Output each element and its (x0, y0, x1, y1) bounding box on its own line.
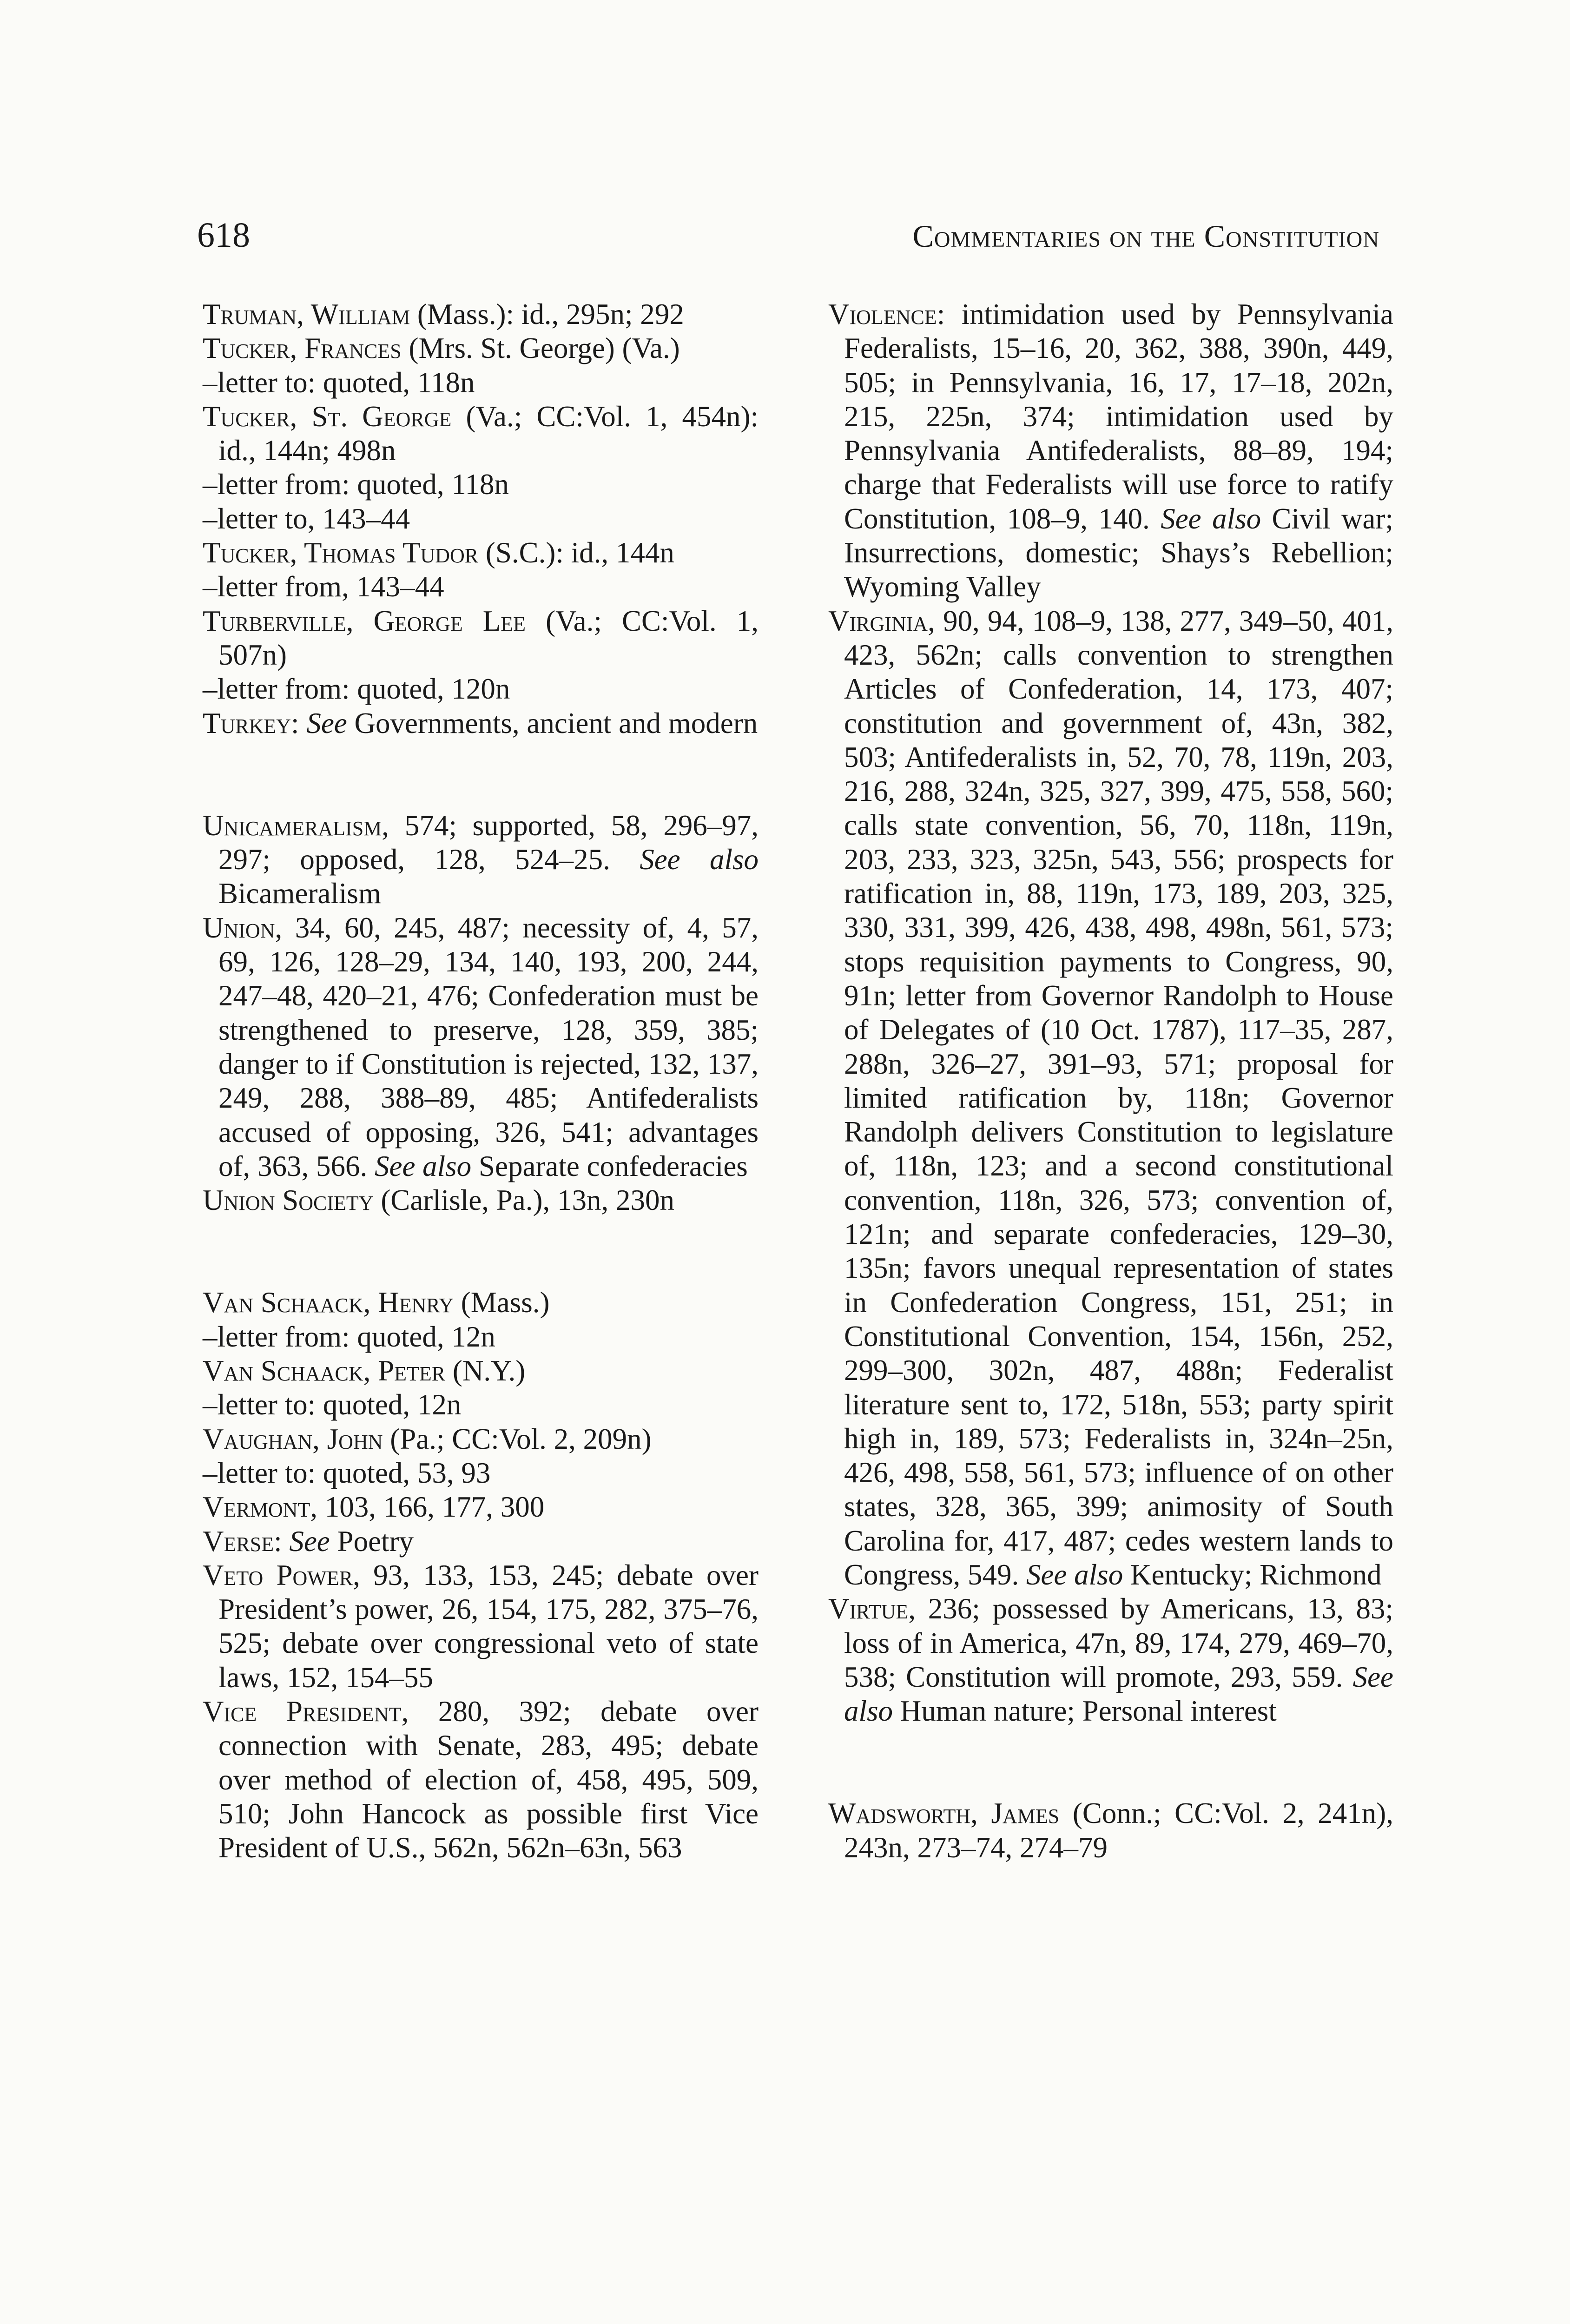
headword: Truman, William (203, 298, 410, 330)
index-entry (203, 1525, 759, 1558)
index-column-right (828, 297, 1393, 1865)
entry-text: Human nature; Personal interest (893, 1695, 1277, 1728)
see-reference: See also (374, 1149, 472, 1182)
entry-text: Civil war; Insurrections, domestic; Shays’s Rebellion; Wyoming Valley (844, 502, 1393, 603)
headword: Van Schaack, Henry (203, 1286, 454, 1319)
entry-text: (Carlisle, Pa.), 13n, 230n (373, 1184, 674, 1217)
entry-text: : intimidation used by Pennsylvania Federalists, 15–16, 20, 362, 388, 390n, 449, 505; in Pennsylvania, 16, 17, 17–18, 202n, 215, 225n, 374; intimidation used by Pennsylvania Antifederalists, 88–89, 194; charge that Federalists will use force to ratify Constitution, 108–9, 140. (844, 298, 1393, 535)
index-entry (203, 809, 759, 911)
entry-text: Kentucky; Richmond (1123, 1558, 1382, 1591)
entry-text: (N.Y.) (445, 1354, 526, 1387)
index-subentry: –letter to: quoted, 118n (203, 366, 475, 399)
entry-text: : (274, 1525, 290, 1558)
see-reference: See also (844, 1660, 1393, 1728)
entry-text: (S.C.): id., 144n (478, 536, 674, 569)
entry-text: , 34, 60, 245, 487; necessity of, 4, 57, 69, 126, 128–29, 134, 140, 193, 200, 244, 247–48, 420–21, 476; Confederation must be strengthened to preserve, 128, 359, 385; danger to if Constitution is rejected, 132, 137, 249, 288, 388–89, 485; Antifederalists accused of opposing, 326, 541; advantages of, 363, 566. (218, 911, 759, 1182)
index-entry (828, 604, 1393, 1592)
headword: Van Schaack, Peter (203, 1354, 446, 1387)
index-entry (828, 1796, 1393, 1865)
entry-text: , 236; possessed by Americans, 13, 83; loss of in America, 47n, 89, 174, 279, 469–70, 538; Constitution will promote, 293, 559. (844, 1592, 1393, 1693)
entry-text: Governments, ancient and modern (347, 706, 758, 739)
index-entry (828, 297, 1393, 604)
entry-text: , 574; supported, 58, 296–97, 297; opposed, 128, 524–25. (218, 809, 759, 876)
entry-text: , 93, 133, 153, 245; debate over President’s power, 26, 154, 175, 282, 375–76, 525; debate over congressional veto of state laws, 152, 154–55 (218, 1558, 759, 1694)
headword: Turkey (203, 706, 291, 739)
letter-section-gap (203, 1217, 759, 1286)
index-entry (203, 1490, 759, 1524)
headword: Union Society (203, 1184, 374, 1217)
index-entry (203, 706, 759, 740)
entry-text: , 280, 392; debate over connection with Senate, 283, 495; debate over method of election of, 458, 495, 509, 510; John Hancock as possible first Vice President of U.S., 562n, 562n–63n, 563 (218, 1695, 759, 1864)
headword: Virtue (828, 1592, 909, 1625)
entry-text: (Va.; CC:Vol. 1, 454n): id., 144n; 498n (218, 400, 759, 467)
entry-text: Bicameralism (218, 877, 381, 910)
headword: Vice President (203, 1695, 402, 1728)
headword: Turberville, George Lee (203, 604, 526, 637)
entry-text: (Mrs. St. George) (Va.) (401, 332, 680, 365)
see-reference: See also (640, 843, 759, 876)
see-reference: See (306, 706, 347, 739)
index-column-left (203, 297, 759, 1865)
headword: Unicameralism (203, 809, 382, 842)
entry-text: (Va.; CC:Vol. 1, 507n) (218, 604, 759, 671)
entry-text: (Pa.; CC:Vol. 2, 209n) (383, 1422, 652, 1455)
index-entry (203, 1354, 759, 1388)
entry-text: Poetry (330, 1525, 414, 1558)
letter-section-gap (203, 740, 759, 809)
headword: Tucker, Thomas Tudor (203, 536, 479, 569)
index-subentry: –letter to: quoted, 12n (203, 1388, 462, 1421)
see-reference: See (289, 1525, 330, 1558)
index-subentry: –letter to: quoted, 53, 93 (203, 1456, 491, 1489)
index-entry (203, 1183, 759, 1217)
see-reference: See also (1026, 1558, 1123, 1591)
index-entry (203, 911, 759, 1183)
headword: Violence (828, 298, 937, 330)
index-entry (203, 331, 759, 365)
headword: Union (203, 911, 275, 944)
headword: Wadsworth, James (828, 1797, 1060, 1830)
headword: Vermont (203, 1491, 310, 1524)
entry-text: , 90, 94, 108–9, 138, 277, 349–50, 401, 423, 562n; calls convention to strengthen Articles of Confederation, 14, 173, 407; constitution and government of, 43n, 382, 503; Antifederalists in, 52, 70, 78, 119n, 203, 216, 288, 324n, 325, 327, 399, 475, 558, 560; calls state convention, 56, 70, 118n, 119n, 203, 233, 323, 325n, 543, 556; prospects for ratification in, 88, 119n, 173, 189, 203, 325, 330, 331, 399, 426, 438, 498, 498n, 561, 573; stops requisition payments to Congress, 90, 91n; letter from Governor Randolph to House of Delegates of (10 Oct. 1787), 117–35, 287, 288n, 326–27, 391–93, 571; proposal for limited ratification by, 118n; Governor Randolph delivers Constitution to legislature of, 118n, 123; and a second constitutional convention, 118n, 326, 573; convention of, 121n; and separate confederacies, 129–30, 135n; favors unequal representation of states in Confederation Congress, 151, 251; in Constitutional Convention, 154, 156n, 252, 299–300, 302n, 487, 488n; Federalist literature sent to, 172, 518n, 553; party spirit high in, 189, 573; Federalists in, 324n–25n, 426, 498, 558, 561, 573; influence of on other states, 328, 365, 399; animosity of South Carolina for, 417, 487; cedes western lands to Congress, 549. (844, 604, 1393, 1591)
index-entry (203, 400, 759, 468)
headword: Virginia (828, 604, 928, 637)
index-entry (203, 1695, 759, 1865)
page-number: 618 (197, 216, 250, 255)
entry-text: (Conn.; CC:Vol. 2, 241n), 243n, 273–74, 274–79 (844, 1797, 1393, 1864)
headword: Verse (203, 1525, 274, 1558)
index-entry (203, 1422, 759, 1456)
index-entry (203, 536, 759, 570)
headword: Veto Power (203, 1558, 353, 1591)
entry-text: (Mass.) (453, 1286, 550, 1319)
entry-text: , 103, 166, 177, 300 (310, 1491, 545, 1524)
index-entry (203, 604, 759, 673)
running-head: Commentaries on the Constitution (912, 218, 1379, 254)
index-subentry: –letter from: quoted, 120n (203, 673, 510, 706)
entry-text: Separate confederacies (471, 1149, 748, 1182)
index-subentry: –letter from: quoted, 12n (203, 1320, 495, 1353)
headword: Tucker, Frances (203, 332, 402, 365)
index-subentry: –letter from: quoted, 118n (203, 468, 509, 501)
entry-text: : (291, 706, 307, 739)
headword: Tucker, St. George (203, 400, 452, 433)
letter-section-gap (828, 1728, 1393, 1796)
see-reference: See also (1161, 502, 1261, 535)
index-entry (203, 297, 759, 331)
index-subentry: –letter to, 143–44 (203, 502, 410, 535)
index-subentry: –letter from, 143–44 (203, 570, 444, 603)
headword: Vaughan, John (203, 1422, 383, 1455)
entry-text: (Mass.): id., 295n; 292 (410, 298, 684, 330)
index-entry (203, 1286, 759, 1320)
index-entry (828, 1592, 1393, 1728)
index-entry (203, 1558, 759, 1695)
